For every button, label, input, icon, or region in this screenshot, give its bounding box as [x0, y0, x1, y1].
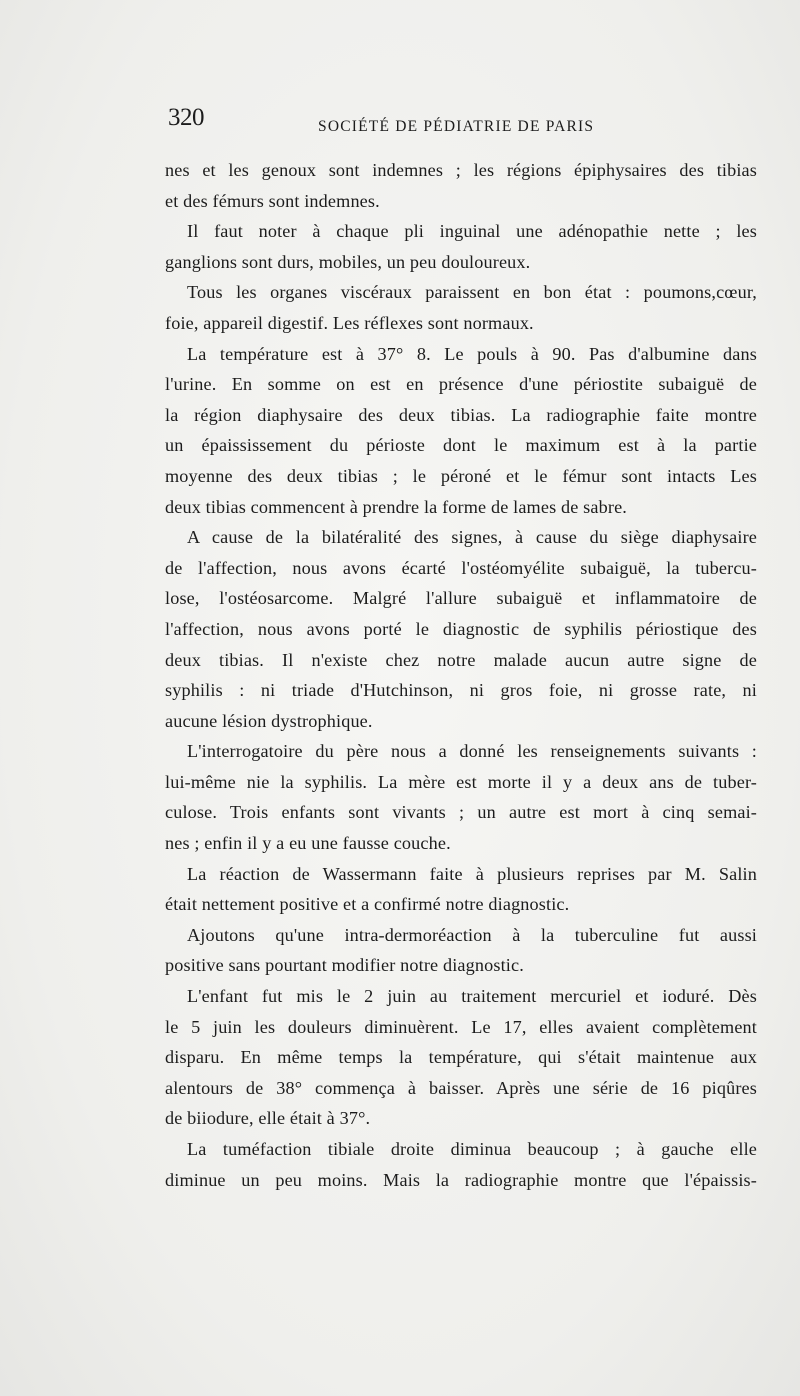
- body-text: [165, 155, 757, 1195]
- text-line: Tous les organes viscéraux paraissent en bon état : poumons,cœur,: [187, 282, 757, 303]
- text-line: L'enfant fut mis le 2 juin au traitement mercuriel et ioduré. Dès: [187, 986, 757, 1007]
- text-line: alentours de 38° commença à baisser. Après une série de 16 piqûres: [165, 1077, 757, 1098]
- text-line: était nettement positive et a confirmé notre diagnostic.: [165, 894, 570, 915]
- text-line: L'interrogatoire du père nous a donné les renseignements suivants :: [187, 741, 757, 762]
- text-line: Ajoutons qu'une intra-dermoréaction à la tuberculine fut aussi: [187, 924, 757, 945]
- running-title: SOCIÉTÉ DE PÉDIATRIE DE PARIS: [318, 118, 595, 135]
- text-line: de l'affection, nous avons écarté l'ostéomyélite subaiguë, la tubercu-: [165, 557, 757, 578]
- text-line: de biiodure, elle était à 37°.: [165, 1108, 371, 1129]
- text-line: l'affection, nous avons porté le diagnostic de syphilis périostique des: [165, 618, 757, 639]
- text-line: diminue un peu moins. Mais la radiographie montre que l'épaissis-: [165, 1169, 757, 1190]
- text-line: lui-même nie la syphilis. La mère est morte il y a deux ans de tuber-: [165, 771, 757, 792]
- text-line: la région diaphysaire des deux tibias. La radiographie faite montre: [165, 404, 757, 425]
- page-number: 320: [168, 104, 204, 131]
- text-line: ganglions sont durs, mobiles, un peu douloureux.: [165, 251, 531, 272]
- text-line: culose. Trois enfants sont vivants ; un autre est mort à cinq semai-: [165, 802, 757, 823]
- text-line: un épaississement du périoste dont le maximum est à la partie: [165, 435, 757, 456]
- text-line: aucune lésion dystrophique.: [165, 710, 373, 731]
- page-header: [168, 104, 756, 140]
- text-line: La température est à 37° 8. Le pouls à 90. Pas d'albumine dans: [187, 343, 757, 364]
- text-line: disparu. En même temps la température, qui s'était maintenue aux: [165, 1047, 757, 1068]
- text-line: foie, appareil digestif. Les réflexes sont normaux.: [165, 312, 534, 333]
- text-line: deux tibias commencent à prendre la forme de lames de sabre.: [165, 496, 627, 517]
- text-line: La réaction de Wassermann faite à plusieurs reprises par M. Salin: [187, 863, 757, 884]
- text-line: positive sans pourtant modifier notre diagnostic.: [165, 955, 524, 976]
- text-line: et des fémurs sont indemnes.: [165, 190, 380, 211]
- text-line: moyenne des deux tibias ; le péroné et le fémur sont intacts Les: [165, 465, 757, 486]
- text-line: lose, l'ostéosarcome. Malgré l'allure subaiguë et inflammatoire de: [165, 588, 757, 609]
- text-line: syphilis : ni triade d'Hutchinson, ni gros foie, ni grosse rate, ni: [165, 680, 757, 701]
- text-line: l'urine. En somme on est en présence d'une périostite subaiguë de: [165, 374, 757, 395]
- text-line: nes ; enfin il y a eu une fausse couche.: [165, 833, 451, 854]
- text-line: La tuméfaction tibiale droite diminua beaucoup ; à gauche elle: [187, 1139, 757, 1159]
- text-line: nes et les genoux sont indemnes ; les régions épiphysaires des tibias: [165, 160, 757, 180]
- text-line: Il faut noter à chaque pli inguinal une adénopathie nette ; les: [187, 221, 757, 242]
- text-line: A cause de la bilatéralité des signes, à cause du siège diaphysaire: [187, 527, 757, 548]
- text-line: le 5 juin les douleurs diminuèrent. Le 17, elles avaient complètement: [165, 1016, 757, 1037]
- text-line: deux tibias. Il n'existe chez notre malade aucun autre signe de: [165, 649, 757, 670]
